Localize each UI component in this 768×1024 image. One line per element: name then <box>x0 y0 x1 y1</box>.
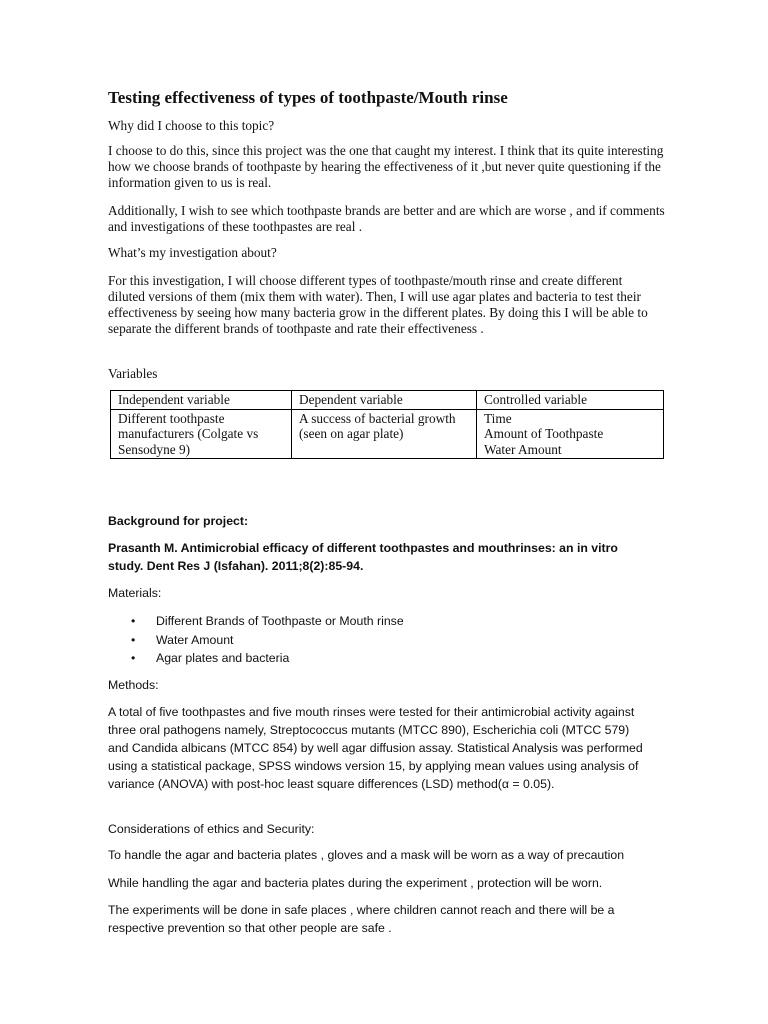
ethics-item: To handle the agar and bacteria plates , gloves and a mask will be worn as a way of precaution <box>108 848 625 862</box>
list-item: • Agar plates and bacteria <box>108 649 404 668</box>
header-independent: Independent variable <box>111 391 292 410</box>
background-heading: Background for project: <box>108 514 249 528</box>
table-header-row <box>111 391 664 410</box>
materials-list <box>108 612 404 668</box>
variables-table <box>110 390 664 459</box>
cell-independent: Different toothpaste manufacturers (Colgate vs Sensodyne 9) <box>111 409 292 459</box>
controlled-item: Time <box>484 410 512 426</box>
ethics-item: The experiments will be done in safe places , where children cannot reach and there will be a respective prevention so that other people are safe . <box>108 903 615 935</box>
methods-paragraph: A total of five toothpastes and five mouth rinses were tested for their antimicrobial activity against three oral pathogens namely, Streptococcus mutants (MTCC 890), Escherichia coli (MTCC 579) and Candida albicans (MTCC 854) by well agar diffusion assay. Statistical Analysis was performed using a statistical package, SPSS windows version 15, by applying mean values using analysis of variance (ANOVA) with post-hoc least square differences (LSD) method(α = 0.05). <box>108 705 643 791</box>
controlled-item: Amount of Toothpaste <box>484 426 604 441</box>
paragraph-motivation: I choose to do this, since this project was the one that caught my interest. I think that its quite interesting how we choose brands of toothpaste by hearing the effectiveness of it ,but never quite questioning if the information given to us is real. <box>108 143 664 190</box>
reference-citation: Prasanth M. Antimicrobial efficacy of different toothpastes and mouthrinses: an in vitro study. Dent Res J (Isfahan). 2011;8(2):85-94. <box>108 541 618 573</box>
question-investigation: What’s my investigation about? <box>108 245 277 260</box>
paragraph-additionally: Additionally, I wish to see which toothpaste brands are better and are which are worse , and if comments and investigations of these toothpastes are real . <box>108 203 665 234</box>
list-item: • Water Amount <box>108 631 404 650</box>
ethics-heading: Considerations of ethics and Security: <box>108 822 315 836</box>
list-item: • Different Brands of Toothpaste or Mouth rinse <box>108 612 404 631</box>
ethics-item: While handling the agar and bacteria plates during the experiment , protection will be worn. <box>108 876 603 890</box>
paragraph-investigation: For this investigation, I will choose different types of toothpaste/mouth rinse and create different diluted versions of them (mix them with water). Then, I will use agar plates and bacteria to test their effectiveness by seeing how many bacteria grow in the different plates. By doing this I will be able to separate the different brands of toothpaste and rate their effectiveness . <box>108 273 648 336</box>
table-row <box>111 409 664 459</box>
controlled-item: Water Amount <box>484 441 562 457</box>
methods-heading: Methods: <box>108 678 159 692</box>
cell-dependent: A success of bacterial growth (seen on agar plate) <box>292 409 477 459</box>
header-dependent: Dependent variable <box>292 391 477 410</box>
page-title: Testing effectiveness of types of toothpaste/Mouth rinse <box>108 88 508 107</box>
question-why-topic: Why did I choose to this topic? <box>108 118 275 133</box>
header-controlled: Controlled variable <box>477 391 664 410</box>
materials-heading: Materials: <box>108 586 162 600</box>
cell-controlled <box>477 409 664 459</box>
variables-label: Variables <box>108 366 158 381</box>
